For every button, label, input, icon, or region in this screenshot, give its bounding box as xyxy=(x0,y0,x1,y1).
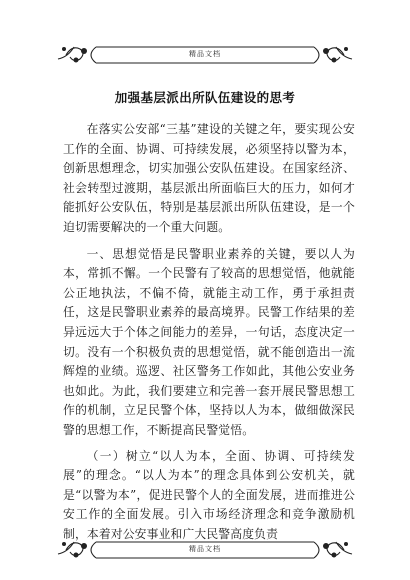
document-body xyxy=(63,120,355,544)
header-label: 精品文档 xyxy=(189,50,221,58)
body-paragraph: （一）树立“以人为本，全面、协调、可持续发展”的理念。“以人为本”的理念具体到公安机关，就是“以警为本”，促进民警个人的全面发展，进而推进公安工作的全面发展。引入市场经济理念和竞争激励机制，本着对公安事业和广大民警高度负责 xyxy=(63,448,355,541)
body-paragraph: 一、思想觉悟是民警职业素养的关键，要以人为本，常抓不懈。一个民警有了较高的思想觉悟，他就能公正地执法，不偏不倚，就能主动工作，勇于承担责任，这是民警职业素养的最高境界。民警工作结果的差异远远大于个体之间能力的差异，一句话，态度决定一切。没有一个积极负责的思想觉悟，就不能创造出一流辉煌的业绩。巡逻、社区警务工作如此，其他公安业务也如此。为此，我们要建立和完善一套开展民警思想工作的机制，立足民警个体，坚持以人为本，做细做深民警的思想工作，不断提高民警觉悟。 xyxy=(63,246,355,437)
footer-ornament xyxy=(56,536,354,562)
footer-label: 精品文档 xyxy=(189,545,221,553)
body-paragraph: 在落实公安部“三基”建设的关键之年，要实现公安工作的全面、协调、可持续发展，必须坚持以警为本，创新思想理念，切实加强公安队伍建设。在国家经济、社会转型过渡期，基层派出所面临巨大的压力，如何才能抓好公安队伍，特别是基层派出所队伍建设，是一个迫切需要解决的一个重大问题。 xyxy=(63,122,355,234)
document-title: 加强基层派出所队伍建设的思考 xyxy=(114,90,296,105)
